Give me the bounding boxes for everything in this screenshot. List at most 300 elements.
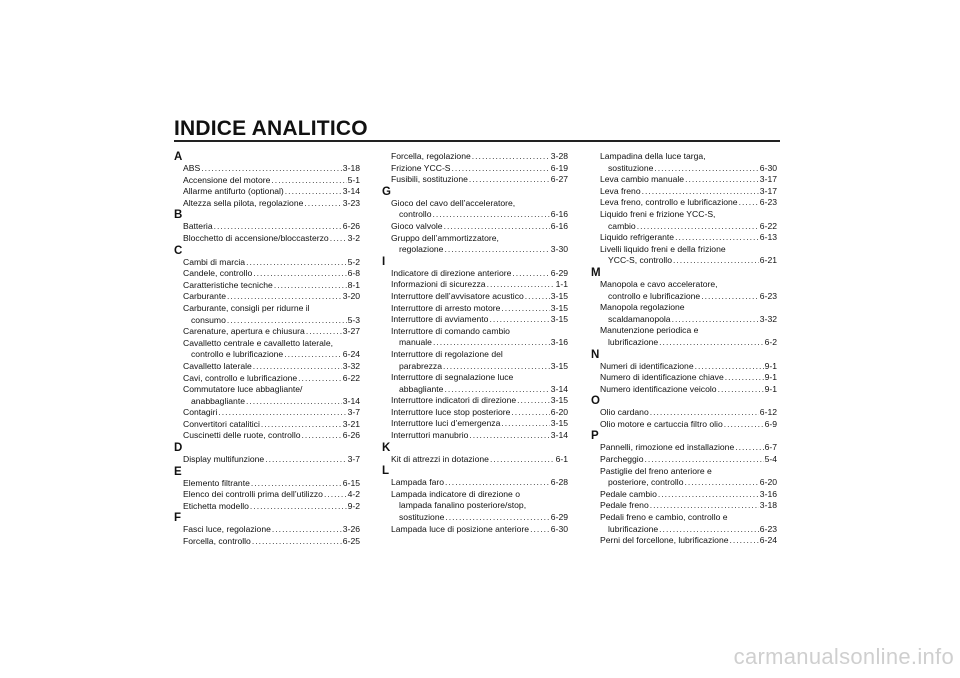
dot-leader bbox=[214, 221, 342, 233]
entry-label: Leva freno, controllo e lubrificazione bbox=[600, 197, 738, 208]
entry-row bbox=[391, 361, 568, 373]
index-entry bbox=[174, 454, 360, 466]
index-entry bbox=[174, 221, 360, 233]
entry-label: lubrificazione bbox=[608, 336, 659, 347]
entry-row bbox=[600, 232, 777, 244]
index-entry bbox=[174, 338, 360, 361]
entry-row bbox=[600, 314, 777, 326]
page-number: 3-18 bbox=[342, 163, 360, 173]
entry-label: Interruttore dell’avvisatore acustico bbox=[391, 290, 524, 301]
entry-row bbox=[183, 501, 360, 513]
entry-label: Parcheggio bbox=[600, 454, 644, 465]
page-number: 1-1 bbox=[555, 279, 568, 290]
entry-label: parabrezza bbox=[399, 360, 442, 371]
index-entry bbox=[591, 325, 777, 348]
dot-leader bbox=[724, 419, 764, 431]
dot-leader bbox=[253, 268, 346, 280]
dot-leader bbox=[304, 198, 341, 210]
entry-text-line: Lampada indicatore di direzione o bbox=[391, 488, 520, 499]
entry-row bbox=[391, 454, 568, 466]
dot-leader bbox=[469, 174, 550, 186]
page-number: 6-27 bbox=[550, 174, 568, 185]
dot-leader bbox=[433, 337, 550, 349]
index-entry bbox=[174, 373, 360, 385]
page-number: 4-2 bbox=[347, 489, 360, 500]
section-letter: B bbox=[174, 209, 183, 222]
page-number: 6-30 bbox=[550, 523, 568, 534]
index-entry bbox=[174, 419, 360, 431]
entry-label: Leva cambio manuale bbox=[600, 174, 685, 185]
entry-row bbox=[183, 536, 360, 548]
section-letter: N bbox=[591, 348, 600, 361]
index-column-3 bbox=[591, 151, 777, 547]
entry-label: cambio bbox=[608, 220, 636, 231]
entry-row bbox=[391, 279, 568, 291]
entry-text-line: Gruppo dell’ammortizzatore, bbox=[391, 232, 499, 243]
page-number: 6-22 bbox=[342, 372, 360, 383]
dot-leader bbox=[302, 430, 342, 442]
section-letter: L bbox=[382, 465, 390, 478]
entry-label: Lampada faro bbox=[391, 477, 445, 488]
entry-label: Fusibili, sostituzione bbox=[391, 174, 468, 185]
page-number: 3-15 bbox=[550, 302, 568, 313]
index-entry bbox=[382, 151, 568, 163]
page-number: 9-1 bbox=[764, 383, 777, 394]
page-number: 6-29 bbox=[550, 512, 568, 523]
entry-row bbox=[183, 524, 360, 536]
entry-text-line: lampada fanalino posteriore/stop, bbox=[399, 500, 527, 511]
section-letter: M bbox=[591, 266, 601, 279]
index-entry bbox=[174, 478, 360, 490]
entry-label: Numero di identificazione chiave bbox=[600, 372, 724, 383]
entry-label: Numero identificazione veicolo bbox=[600, 383, 717, 394]
page-number: 6-19 bbox=[550, 162, 568, 173]
entry-label: controllo e lubrificazione bbox=[191, 349, 284, 360]
dot-leader bbox=[246, 396, 342, 408]
entry-label: controllo e lubrificazione bbox=[608, 290, 701, 301]
entry-label: Interruttore luci d’emergenza bbox=[391, 418, 501, 429]
entry-row bbox=[183, 268, 360, 280]
dot-leader bbox=[658, 489, 759, 501]
index-entry bbox=[382, 198, 568, 221]
index-entry bbox=[174, 163, 360, 175]
entry-row bbox=[391, 395, 568, 407]
page-number: 3-15 bbox=[550, 360, 568, 371]
page-number: 3-30 bbox=[550, 244, 568, 255]
entry-label: controllo bbox=[399, 209, 432, 220]
dot-leader bbox=[252, 536, 342, 548]
entry-label: consumo bbox=[191, 314, 226, 325]
page-number: 6-26 bbox=[342, 221, 360, 232]
entry-label: Convertitori catalitici bbox=[183, 418, 260, 429]
index-entry bbox=[174, 186, 360, 198]
entry-label: Frizione YCC-S bbox=[391, 162, 451, 173]
entry-label: sostituzione bbox=[608, 162, 654, 173]
dot-leader bbox=[511, 407, 549, 419]
entry-text-line: Manopola regolazione bbox=[600, 302, 685, 313]
entry-row bbox=[183, 326, 360, 338]
entry-row bbox=[183, 315, 360, 327]
section-letter: C bbox=[174, 244, 183, 257]
index-column-2 bbox=[382, 151, 568, 535]
dot-leader bbox=[730, 535, 759, 547]
index-entry bbox=[591, 442, 777, 454]
entry-row bbox=[183, 233, 360, 245]
page-number: 3-23 bbox=[342, 197, 360, 208]
entry-label: Elemento filtrante bbox=[183, 477, 250, 488]
index-entry bbox=[382, 314, 568, 326]
entry-row bbox=[600, 524, 777, 536]
page-number: 5-2 bbox=[347, 256, 360, 267]
entry-row bbox=[391, 314, 568, 326]
page-number: 6-26 bbox=[342, 430, 360, 441]
entry-label: Informazioni di sicurezza bbox=[391, 279, 486, 290]
entry-row bbox=[391, 151, 568, 163]
dot-leader bbox=[298, 373, 342, 385]
index-entry bbox=[174, 361, 360, 373]
page-number: 3-14 bbox=[342, 186, 360, 197]
dot-leader bbox=[701, 291, 759, 303]
index-entry bbox=[382, 279, 568, 291]
page-number: 5-4 bbox=[764, 454, 777, 465]
dot-leader bbox=[250, 501, 347, 513]
entry-label: Olio motore e cartuccia filtro olio bbox=[600, 418, 723, 429]
page-number: 6-7 bbox=[764, 442, 777, 453]
dot-leader bbox=[659, 337, 763, 349]
entry-label: Forcella, controllo bbox=[183, 536, 251, 547]
page-number: 3-27 bbox=[342, 326, 360, 337]
index-entry bbox=[382, 326, 568, 349]
index-entry bbox=[591, 512, 777, 535]
page-number: 6-21 bbox=[759, 255, 777, 266]
entry-row bbox=[391, 291, 568, 303]
entry-text-line: Carburante, consigli per ridurne il bbox=[183, 302, 310, 313]
entry-label: lubrificazione bbox=[608, 523, 659, 534]
dot-leader bbox=[445, 512, 549, 524]
page-number: 6-12 bbox=[759, 407, 777, 418]
dot-leader bbox=[271, 175, 346, 187]
entry-row bbox=[391, 337, 568, 349]
index-entry bbox=[174, 501, 360, 513]
entry-row bbox=[391, 209, 568, 221]
entry-label: abbagliante bbox=[399, 383, 444, 394]
page-number: 6-9 bbox=[764, 418, 777, 429]
dot-leader bbox=[659, 524, 759, 536]
dot-leader bbox=[673, 255, 759, 267]
entry-row bbox=[391, 221, 568, 233]
page-number: 5-3 bbox=[347, 314, 360, 325]
dot-leader bbox=[246, 257, 346, 269]
entry-label: Contagiri bbox=[183, 407, 218, 418]
index-entry bbox=[591, 489, 777, 501]
entry-text-line: Manopola e cavo acceleratore, bbox=[600, 278, 718, 289]
entry-row bbox=[183, 163, 360, 175]
entry-label: Batteria bbox=[183, 221, 213, 232]
index-entry bbox=[174, 291, 360, 303]
entry-label: Cuscinetti delle ruote, controllo bbox=[183, 430, 301, 441]
entry-row bbox=[600, 384, 777, 396]
entry-row bbox=[600, 500, 777, 512]
section-letter: I bbox=[382, 255, 386, 268]
index-entry bbox=[591, 500, 777, 512]
entry-text-line: Pastiglie del freno anteriore e bbox=[600, 465, 712, 476]
entry-label: Olio cardano bbox=[600, 407, 649, 418]
entry-label: posteriore, controllo bbox=[608, 477, 684, 488]
entry-row bbox=[600, 454, 777, 466]
entry-label: Cavalletto laterale bbox=[183, 360, 252, 371]
entry-row bbox=[600, 372, 777, 384]
dot-leader bbox=[650, 500, 759, 512]
dot-leader bbox=[525, 291, 550, 303]
dot-leader bbox=[306, 326, 342, 338]
entry-row bbox=[600, 442, 777, 454]
entry-row bbox=[183, 407, 360, 419]
page-number: 3-14 bbox=[550, 383, 568, 394]
page-number: 3-15 bbox=[550, 314, 568, 325]
dot-leader bbox=[672, 314, 759, 326]
entry-label: Pedale cambio bbox=[600, 488, 657, 499]
index-entry bbox=[382, 524, 568, 536]
index-entry bbox=[174, 175, 360, 187]
index-entry bbox=[591, 419, 777, 431]
entry-row bbox=[183, 478, 360, 490]
index-entry bbox=[591, 372, 777, 384]
entry-row bbox=[391, 174, 568, 186]
entry-row bbox=[183, 186, 360, 198]
index-entry bbox=[382, 163, 568, 175]
page-number: 3-15 bbox=[550, 395, 568, 406]
entry-label: Candele, controllo bbox=[183, 268, 253, 279]
entry-label: Etichetta modello bbox=[183, 500, 249, 511]
entry-text-line: Pedali freno e cambio, controllo e bbox=[600, 512, 728, 523]
dot-leader bbox=[472, 151, 550, 163]
index-entry bbox=[382, 303, 568, 315]
entry-row bbox=[391, 512, 568, 524]
dot-leader bbox=[695, 361, 764, 373]
entry-row bbox=[600, 221, 777, 233]
entry-text-line: Cavalletto centrale e cavalletto laterale, bbox=[183, 337, 333, 348]
dot-leader bbox=[444, 221, 550, 233]
index-entry bbox=[591, 151, 777, 174]
dot-leader bbox=[718, 384, 764, 396]
index-entry bbox=[591, 279, 777, 302]
entry-row bbox=[183, 280, 360, 292]
dot-leader bbox=[675, 232, 759, 244]
entry-label: Cavi, controllo e lubrificazione bbox=[183, 372, 298, 383]
dot-leader bbox=[251, 478, 342, 490]
dot-leader bbox=[330, 233, 347, 245]
dot-leader bbox=[637, 221, 759, 233]
index-entry bbox=[591, 232, 777, 244]
entry-label: Liquido refrigerante bbox=[600, 232, 675, 243]
index-entry bbox=[591, 384, 777, 396]
index-entry bbox=[591, 535, 777, 547]
entry-label: Interruttori manubrio bbox=[391, 430, 469, 441]
entry-text-line: Interruttore di regolazione del bbox=[391, 348, 503, 359]
dot-leader bbox=[469, 430, 549, 442]
index-entry bbox=[174, 384, 360, 407]
page-number: 6-1 bbox=[555, 453, 568, 464]
page-number: 6-24 bbox=[759, 535, 777, 546]
entry-row bbox=[600, 163, 777, 175]
page-number: 3-16 bbox=[759, 488, 777, 499]
index-entry bbox=[382, 291, 568, 303]
entry-label: Perni del forcellone, lubrificazione bbox=[600, 535, 729, 546]
index-entry bbox=[174, 268, 360, 280]
index-entry bbox=[382, 395, 568, 407]
section-letter: P bbox=[591, 430, 599, 443]
page-number: 6-24 bbox=[342, 349, 360, 360]
title-rule bbox=[174, 140, 780, 142]
dot-leader bbox=[487, 279, 555, 291]
page-number: 3-7 bbox=[347, 407, 360, 418]
entry-row bbox=[600, 535, 777, 547]
index-entry bbox=[591, 209, 777, 232]
index-entry bbox=[174, 326, 360, 338]
entry-label: Carburante bbox=[183, 291, 226, 302]
page-number: 6-29 bbox=[550, 267, 568, 278]
page-number: 6-20 bbox=[550, 406, 568, 417]
index-entry bbox=[174, 524, 360, 536]
page-number: 6-8 bbox=[347, 268, 360, 279]
watermark: carmanualsonline.info bbox=[733, 644, 954, 669]
page-number: 6-15 bbox=[342, 477, 360, 488]
index-entry bbox=[382, 372, 568, 395]
index-entry bbox=[382, 418, 568, 430]
index-entry bbox=[382, 407, 568, 419]
dot-leader bbox=[725, 372, 764, 384]
index-entry bbox=[591, 466, 777, 489]
entry-label: Interruttore di arresto motore bbox=[391, 302, 501, 313]
page-number: 3-17 bbox=[759, 185, 777, 196]
page-number: 3-17 bbox=[759, 174, 777, 185]
entry-row bbox=[183, 396, 360, 408]
dot-leader bbox=[261, 419, 342, 431]
page-number: 3-28 bbox=[550, 151, 568, 161]
entry-row bbox=[600, 186, 777, 198]
entry-row bbox=[183, 349, 360, 361]
page-number: 3-16 bbox=[550, 337, 568, 348]
dot-leader bbox=[432, 209, 549, 221]
entry-row bbox=[391, 384, 568, 396]
dot-leader bbox=[684, 477, 758, 489]
dot-leader bbox=[530, 524, 550, 536]
page-number: 9-1 bbox=[764, 372, 777, 383]
entry-label: Fasci luce, regolazione bbox=[183, 524, 271, 535]
entry-label: Elenco dei controlli prima dell’utilizzo bbox=[183, 489, 323, 500]
page-number: 6-2 bbox=[764, 336, 777, 347]
entry-label: manuale bbox=[399, 337, 432, 348]
entry-label: Display multifunzione bbox=[183, 454, 265, 465]
index-entry bbox=[591, 454, 777, 466]
dot-leader bbox=[227, 291, 342, 303]
dot-leader bbox=[272, 524, 342, 536]
page-number: 6-23 bbox=[759, 197, 777, 208]
index-entry bbox=[382, 477, 568, 489]
index-entry bbox=[174, 489, 360, 501]
index-entry bbox=[174, 233, 360, 245]
dot-leader bbox=[444, 384, 549, 396]
page-number: 9-2 bbox=[347, 500, 360, 511]
dot-leader bbox=[218, 407, 346, 419]
entry-row bbox=[600, 337, 777, 349]
entry-row bbox=[391, 268, 568, 280]
page-number: 6-23 bbox=[759, 290, 777, 301]
dot-leader bbox=[274, 280, 347, 292]
entry-row bbox=[183, 257, 360, 269]
entry-row bbox=[600, 489, 777, 501]
index-entry bbox=[174, 280, 360, 292]
dot-leader bbox=[490, 454, 555, 466]
index-entry bbox=[591, 244, 777, 267]
page-number: 6-20 bbox=[759, 477, 777, 488]
section-letter: F bbox=[174, 512, 182, 525]
dot-leader bbox=[444, 244, 549, 256]
entry-label: sostituzione bbox=[399, 512, 445, 523]
entry-row bbox=[600, 174, 777, 186]
index-entry bbox=[174, 198, 360, 210]
entry-label: Leva freno bbox=[600, 185, 641, 196]
entry-row bbox=[600, 407, 777, 419]
dot-leader bbox=[644, 454, 763, 466]
page-number: 3-32 bbox=[342, 360, 360, 371]
entry-row bbox=[391, 303, 568, 315]
dot-leader bbox=[739, 197, 759, 209]
index-entry bbox=[382, 174, 568, 186]
entry-label: Lampada luce di posizione anteriore bbox=[391, 523, 530, 534]
page-number: 6-28 bbox=[550, 477, 568, 488]
entry-row bbox=[391, 418, 568, 430]
dot-leader bbox=[489, 314, 549, 326]
entry-row bbox=[391, 430, 568, 442]
page-number: 3-14 bbox=[550, 430, 568, 441]
entry-row bbox=[391, 407, 568, 419]
index-entry bbox=[382, 233, 568, 256]
section-letter: G bbox=[382, 185, 391, 198]
dot-leader bbox=[284, 349, 342, 361]
entry-label: Gioco valvole bbox=[391, 220, 443, 231]
dot-leader bbox=[285, 186, 342, 198]
entry-label: Pedale freno bbox=[600, 500, 649, 511]
entry-text-line: Livelli liquido freni e della frizione bbox=[600, 243, 726, 254]
page-number: 6-16 bbox=[550, 220, 568, 231]
section-letter: D bbox=[174, 442, 183, 455]
entry-row bbox=[600, 255, 777, 267]
entry-label: Blocchetto di accensione/bloccasterzo bbox=[183, 232, 329, 243]
entry-label: YCC-S, controllo bbox=[608, 255, 672, 266]
entry-row bbox=[183, 454, 360, 466]
page-number: 3-18 bbox=[759, 500, 777, 511]
dot-leader bbox=[685, 174, 759, 186]
page-number: 3-7 bbox=[347, 454, 360, 465]
entry-label: ABS bbox=[183, 163, 201, 173]
entry-row bbox=[391, 163, 568, 175]
entry-label: Kit di attrezzi in dotazione bbox=[391, 453, 489, 464]
index-entry bbox=[174, 257, 360, 269]
page-number: 3-20 bbox=[342, 291, 360, 302]
section-letter: A bbox=[174, 151, 183, 163]
index-entry bbox=[174, 303, 360, 326]
entry-row bbox=[183, 291, 360, 303]
entry-label: Numeri di identificazione bbox=[600, 360, 694, 371]
page-number: 8-1 bbox=[347, 279, 360, 290]
page-number: 3-21 bbox=[342, 418, 360, 429]
entry-label: Allarme antifurto (optional) bbox=[183, 186, 284, 197]
entry-row bbox=[600, 291, 777, 303]
entry-row bbox=[183, 175, 360, 187]
entry-label: anabbagliante bbox=[191, 395, 246, 406]
entry-label: Pannelli, rimozione ed installazione bbox=[600, 442, 735, 453]
